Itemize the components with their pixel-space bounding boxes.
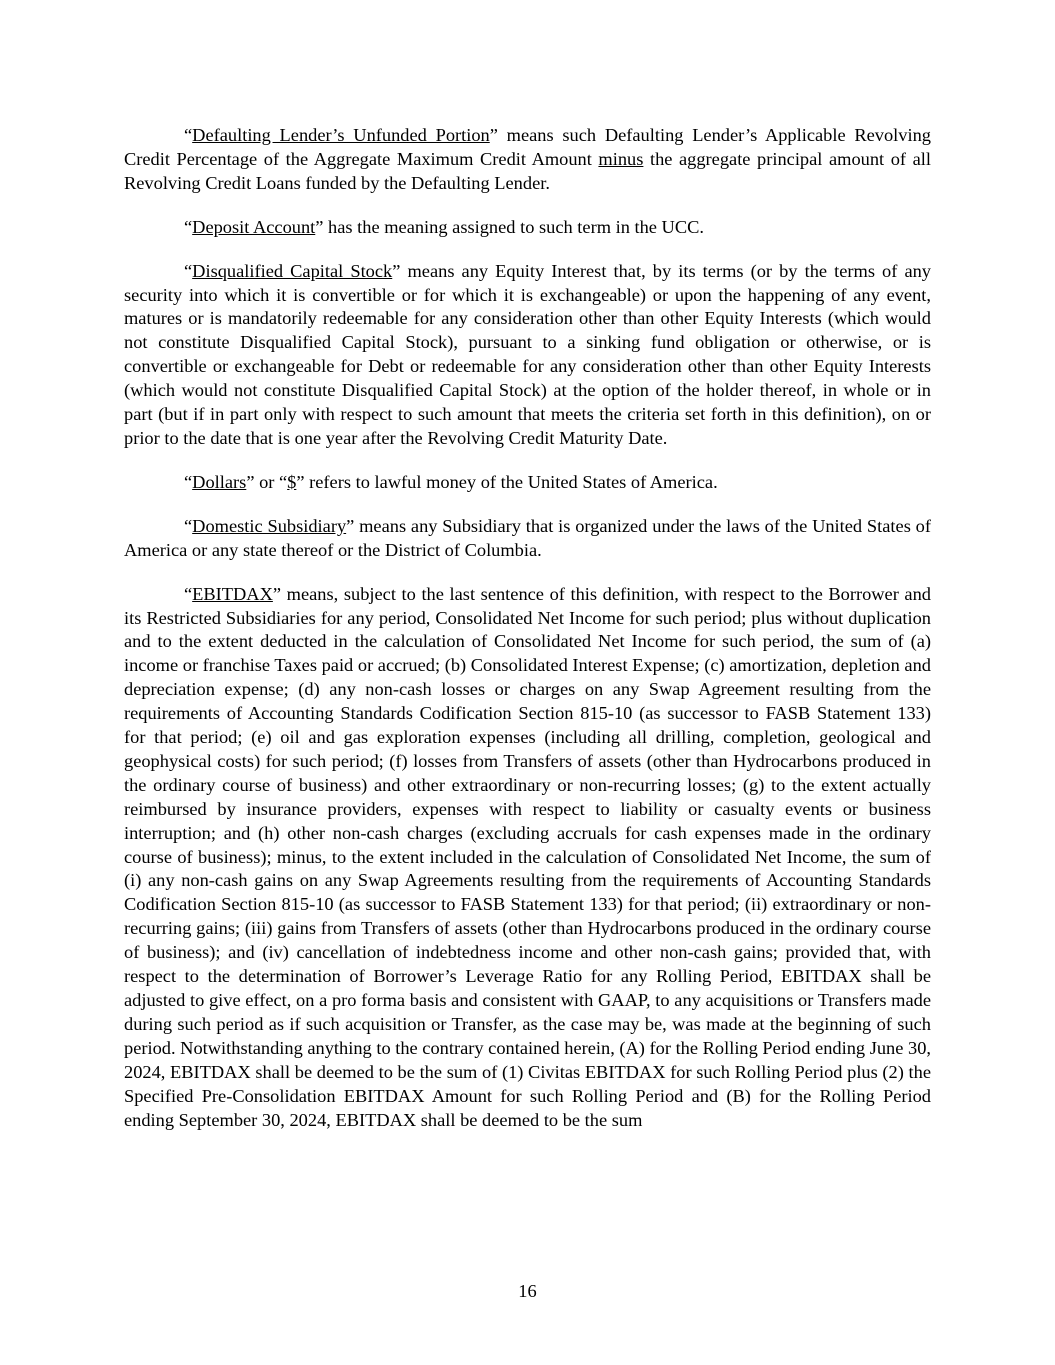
definition-text: refers to lawful money of the United States of America. bbox=[304, 471, 718, 492]
definition-ebitdax bbox=[124, 583, 931, 1133]
defined-term: Deposit Account bbox=[192, 216, 316, 237]
definition-dollars bbox=[124, 471, 931, 495]
open-quote: “ bbox=[184, 471, 193, 492]
open-quote: “ bbox=[184, 216, 193, 237]
emphasized-word: minus bbox=[598, 148, 644, 169]
close-quote: ” bbox=[272, 583, 282, 604]
definition-text: means any Subsidiary that is organized under the laws of the United States of America or any state thereof or the District of Columbia. bbox=[124, 515, 931, 560]
quote-separator: ” or “ bbox=[246, 471, 288, 492]
close-quote: ” bbox=[489, 125, 498, 145]
definition-text: has the meaning assigned to such term in the UCC. bbox=[323, 216, 704, 237]
defined-term: Disqualified Capital Stock bbox=[192, 260, 393, 281]
close-quote: ” bbox=[346, 515, 355, 536]
defined-term: Defaulting Lender’s Unfunded Portion bbox=[192, 125, 490, 145]
defined-term: Domestic Subsidiary bbox=[192, 515, 347, 536]
definition-domestic-subsidiary bbox=[124, 515, 931, 563]
definition-deposit-account bbox=[124, 216, 931, 240]
defined-term: EBITDAX bbox=[192, 583, 273, 604]
defined-term: Dollars bbox=[192, 471, 247, 492]
close-quote: ” bbox=[392, 260, 401, 281]
definition-text: means any Equity Interest that, by its terms (or by the terms of any security into which it is convertible or for which it is exchangeable) or upon the happening of any event, matures or is mandatorily redeemable for any consideration other than other Equity Interests (which would not constitute Disqualified Capital Stock), pursuant to a sinking fund obligation or otherwise, or is convertible or exchangeable for Debt or redeemable for any consideration other than other Equity Interests (which would not constitute Disqualified Capital Stock) at the option of the holder thereof, in whole or in part (but if in part only with respect to such amount that meets the criteria set forth in this definition), on or prior to the date that is one year after the Revolving Credit Maturity Date. bbox=[124, 260, 931, 448]
definition-text: means such Defaulting Lender’s Applicable Revolving Credit Percentage of the Aggregate Maximum Credit Amount bbox=[124, 125, 931, 169]
page-number: 16 bbox=[518, 1281, 537, 1301]
open-quote: “ bbox=[184, 583, 193, 604]
close-quote: ” bbox=[315, 216, 324, 237]
close-quote: ” bbox=[296, 471, 305, 492]
definition-defaulting-lenders-unfunded-portion bbox=[124, 124, 931, 196]
defined-term-symbol: $ bbox=[287, 471, 297, 492]
open-quote: “ bbox=[184, 125, 193, 145]
definition-disqualified-capital-stock bbox=[124, 260, 931, 451]
document-body bbox=[124, 124, 931, 1152]
open-quote: “ bbox=[184, 260, 193, 281]
definition-text: means, subject to the last sentence of this definition, with respect to the Borrower and its Restricted Subsidiaries for any period, Consolidated Net Income for such period; plus without duplication and to the extent deducted in the calculation of Consolidated Net Income for such period, the sum of (a) income or franchise Taxes paid or accrued; (b) Consolidated Interest Expense; (c) amortization, depletion and depreciation expense; (d) any non-cash losses or charges on any Swap Agreement resulting from the requirements of Accounting Standards Codification Section 815-10 (as successor to FASB Statement 133) for that period; (e) oil and gas exploration expenses (including all drilling, completion, geological and geophysical costs) for such period; (f) losses from Transfers of assets (other than Hydrocarbons produced in the ordinary course of business) and other extraordinary or non-recurring losses; (g) to the extent actually reimbursed by insurance providers, expenses with respect to liability or casualty events or business interruption; and (h) other non-cash charges (excluding accruals for cash expenses made in the ordinary course of business); minus, to the extent included in the calculation of Consolidated Net Income, the sum of (i) any non-cash gains on any Swap Agreements resulting from the requirements of Accounting Standards Codification Section 815-10 (as successor to FASB Statement 133) for that period; (ii) extraordinary or non-recurring gains; (iii) gains from Transfers of assets (other than Hydrocarbons produced in the ordinary course of business); and (iv) cancellation of indebtedness income and other non-cash gains; provided that, with respect to the determination of Borrower’s Leverage Ratio for any Rolling Period, EBITDAX shall be adjusted to give effect, on a pro forma basis and consistent with GAAP, to any acquisitions or Transfers made during such period as if such acquisition or Transfer, as the case may be, was made at the beginning of such period. Notwithstanding anything to the contrary contained herein, (A) for the Rolling Period ending June 30, 2024, EBITDAX shall be deemed to be the sum of (1) Civitas EBITDAX for such Rolling Period plus (2) the Specified Pre-Consolidation EBITDAX Amount for such Rolling Period and (B) for the Rolling Period ending September 30, 2024, EBITDAX shall be deemed to be the sum bbox=[124, 583, 931, 1130]
definition-text: the aggregate principal amount of all Revolving Credit Loans funded by the Defaulting Lender. bbox=[124, 148, 931, 193]
open-quote: “ bbox=[184, 515, 193, 536]
